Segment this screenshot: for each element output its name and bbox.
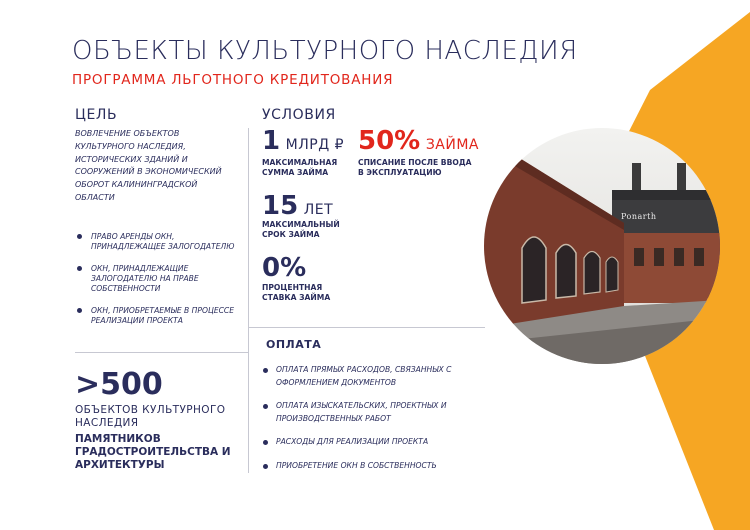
horizontal-divider [75,352,249,353]
page-subtitle: ПРОГРАММА ЛЬГОТНОГО КРЕДИТОВАНИЯ [72,72,394,88]
list-item [262,436,492,449]
list-item [75,306,245,326]
term-caption: МАКСИМАЛЬНЫЙ СРОК ЗАЙМА [262,220,340,239]
amount-unit: МЛРД ₽ [285,137,345,153]
bullet-dot-icon [263,404,268,409]
writeoff-unit: ЗАЙМА [425,137,479,153]
term-unit: ЛЕТ [303,202,334,218]
goal-list [75,232,245,338]
payment-list [262,364,492,483]
amount-stat [262,128,344,154]
writeoff-value: 50% [358,126,421,156]
brewery-sign: Ponarth [621,212,657,221]
bullet-dot-icon [263,440,268,445]
amount-value: 1 [262,126,281,156]
list-item [262,364,492,389]
okn-count: >500 [75,367,163,402]
bullet-dot-icon [263,368,268,373]
okn-count-label: ОБЪЕКТОВ КУЛЬТУРНОГО НАСЛЕДИЯ [75,404,226,429]
term-value: 15 [262,191,299,221]
list-item [262,460,492,473]
amount-caption: МАКСИМАЛЬНАЯ СУММА ЗАЙМА [262,158,338,177]
writeoff-stat [358,128,479,154]
term-stat [262,193,333,219]
horizontal-divider [249,327,485,328]
rate-caption: ПРОЦЕНТНАЯ СТАВКА ЗАЙМА [262,283,331,302]
bullet-dot-icon [263,464,268,469]
payment-heading: ОПЛАТА [266,338,322,351]
bullet-dot-icon [77,234,82,239]
conditions-heading: УСЛОВИЯ [262,107,336,123]
list-item-text: ПРАВО АРЕНДЫ ОКН, ПРИНАДЛЕЖАЩЕЕ ЗАЛОГОДАТЕЛЮ [91,232,235,251]
list-item [75,264,245,294]
list-item-text: ПРИОБРЕТЕНИЕ ОКН В СОБСТВЕННОСТЬ [276,460,437,470]
list-item-text: РАСХОДЫ ДЛЯ РЕАЛИЗАЦИИ ПРОЕКТА [276,437,429,446]
goal-heading: ЦЕЛЬ [75,107,118,123]
bullet-dot-icon [77,266,82,271]
page-title: ОБЪЕКТЫ КУЛЬТУРНОГО НАСЛЕДИЯ [72,36,578,66]
list-item-text: ОПЛАТА ПРЯМЫХ РАСХОДОВ, СВЯЗАННЫХ С ОФОРМЛЕНИЕМ ДОКУМЕНТОВ [276,365,452,387]
list-item-text: ОПЛАТА ИЗЫСКАТЕЛЬСКИХ, ПРОЕКТНЫХ И ПРОИЗВОДСТВЕННЫХ РАБОТ [276,401,447,423]
writeoff-caption: СПИСАНИЕ ПОСЛЕ ВВОДА В ЭКСПЛУАТАЦИЮ [358,158,472,177]
bullet-dot-icon [77,308,82,313]
building-photo [484,128,720,364]
goal-text: ВОВЛЕЧЕНИЕ ОБЪЕКТОВ КУЛЬТУРНОГО НАСЛЕДИЯ, ИСТОРИЧЕСКИХ ЗДАНИЙ И СООРУЖЕНИЙ В ЭКОНОМИЧЕСКИЙ ОБОРОТ КАЛИНИНГРАДСКОЙ ОБЛАСТИ [75,129,222,202]
list-item-text: ОКН, ПРИОБРЕТАЕМЫЕ В ПРОЦЕССЕ РЕАЛИЗАЦИИ ПРОЕКТА [91,306,235,325]
rate-value: 0% [262,253,307,283]
list-item-text: ОКН, ПРИНАДЛЕЖАЩИЕ ЗАЛОГОДАТЕЛЮ НА ПРАВЕ СОБСТВЕННОСТИ [91,264,199,293]
list-item [75,232,245,252]
monuments-highlight: ПАМЯТНИКОВ ГРАДОСТРОИТЕЛЬСТВА И АРХИТЕКТУРЫ [75,433,231,471]
list-item [262,400,492,425]
